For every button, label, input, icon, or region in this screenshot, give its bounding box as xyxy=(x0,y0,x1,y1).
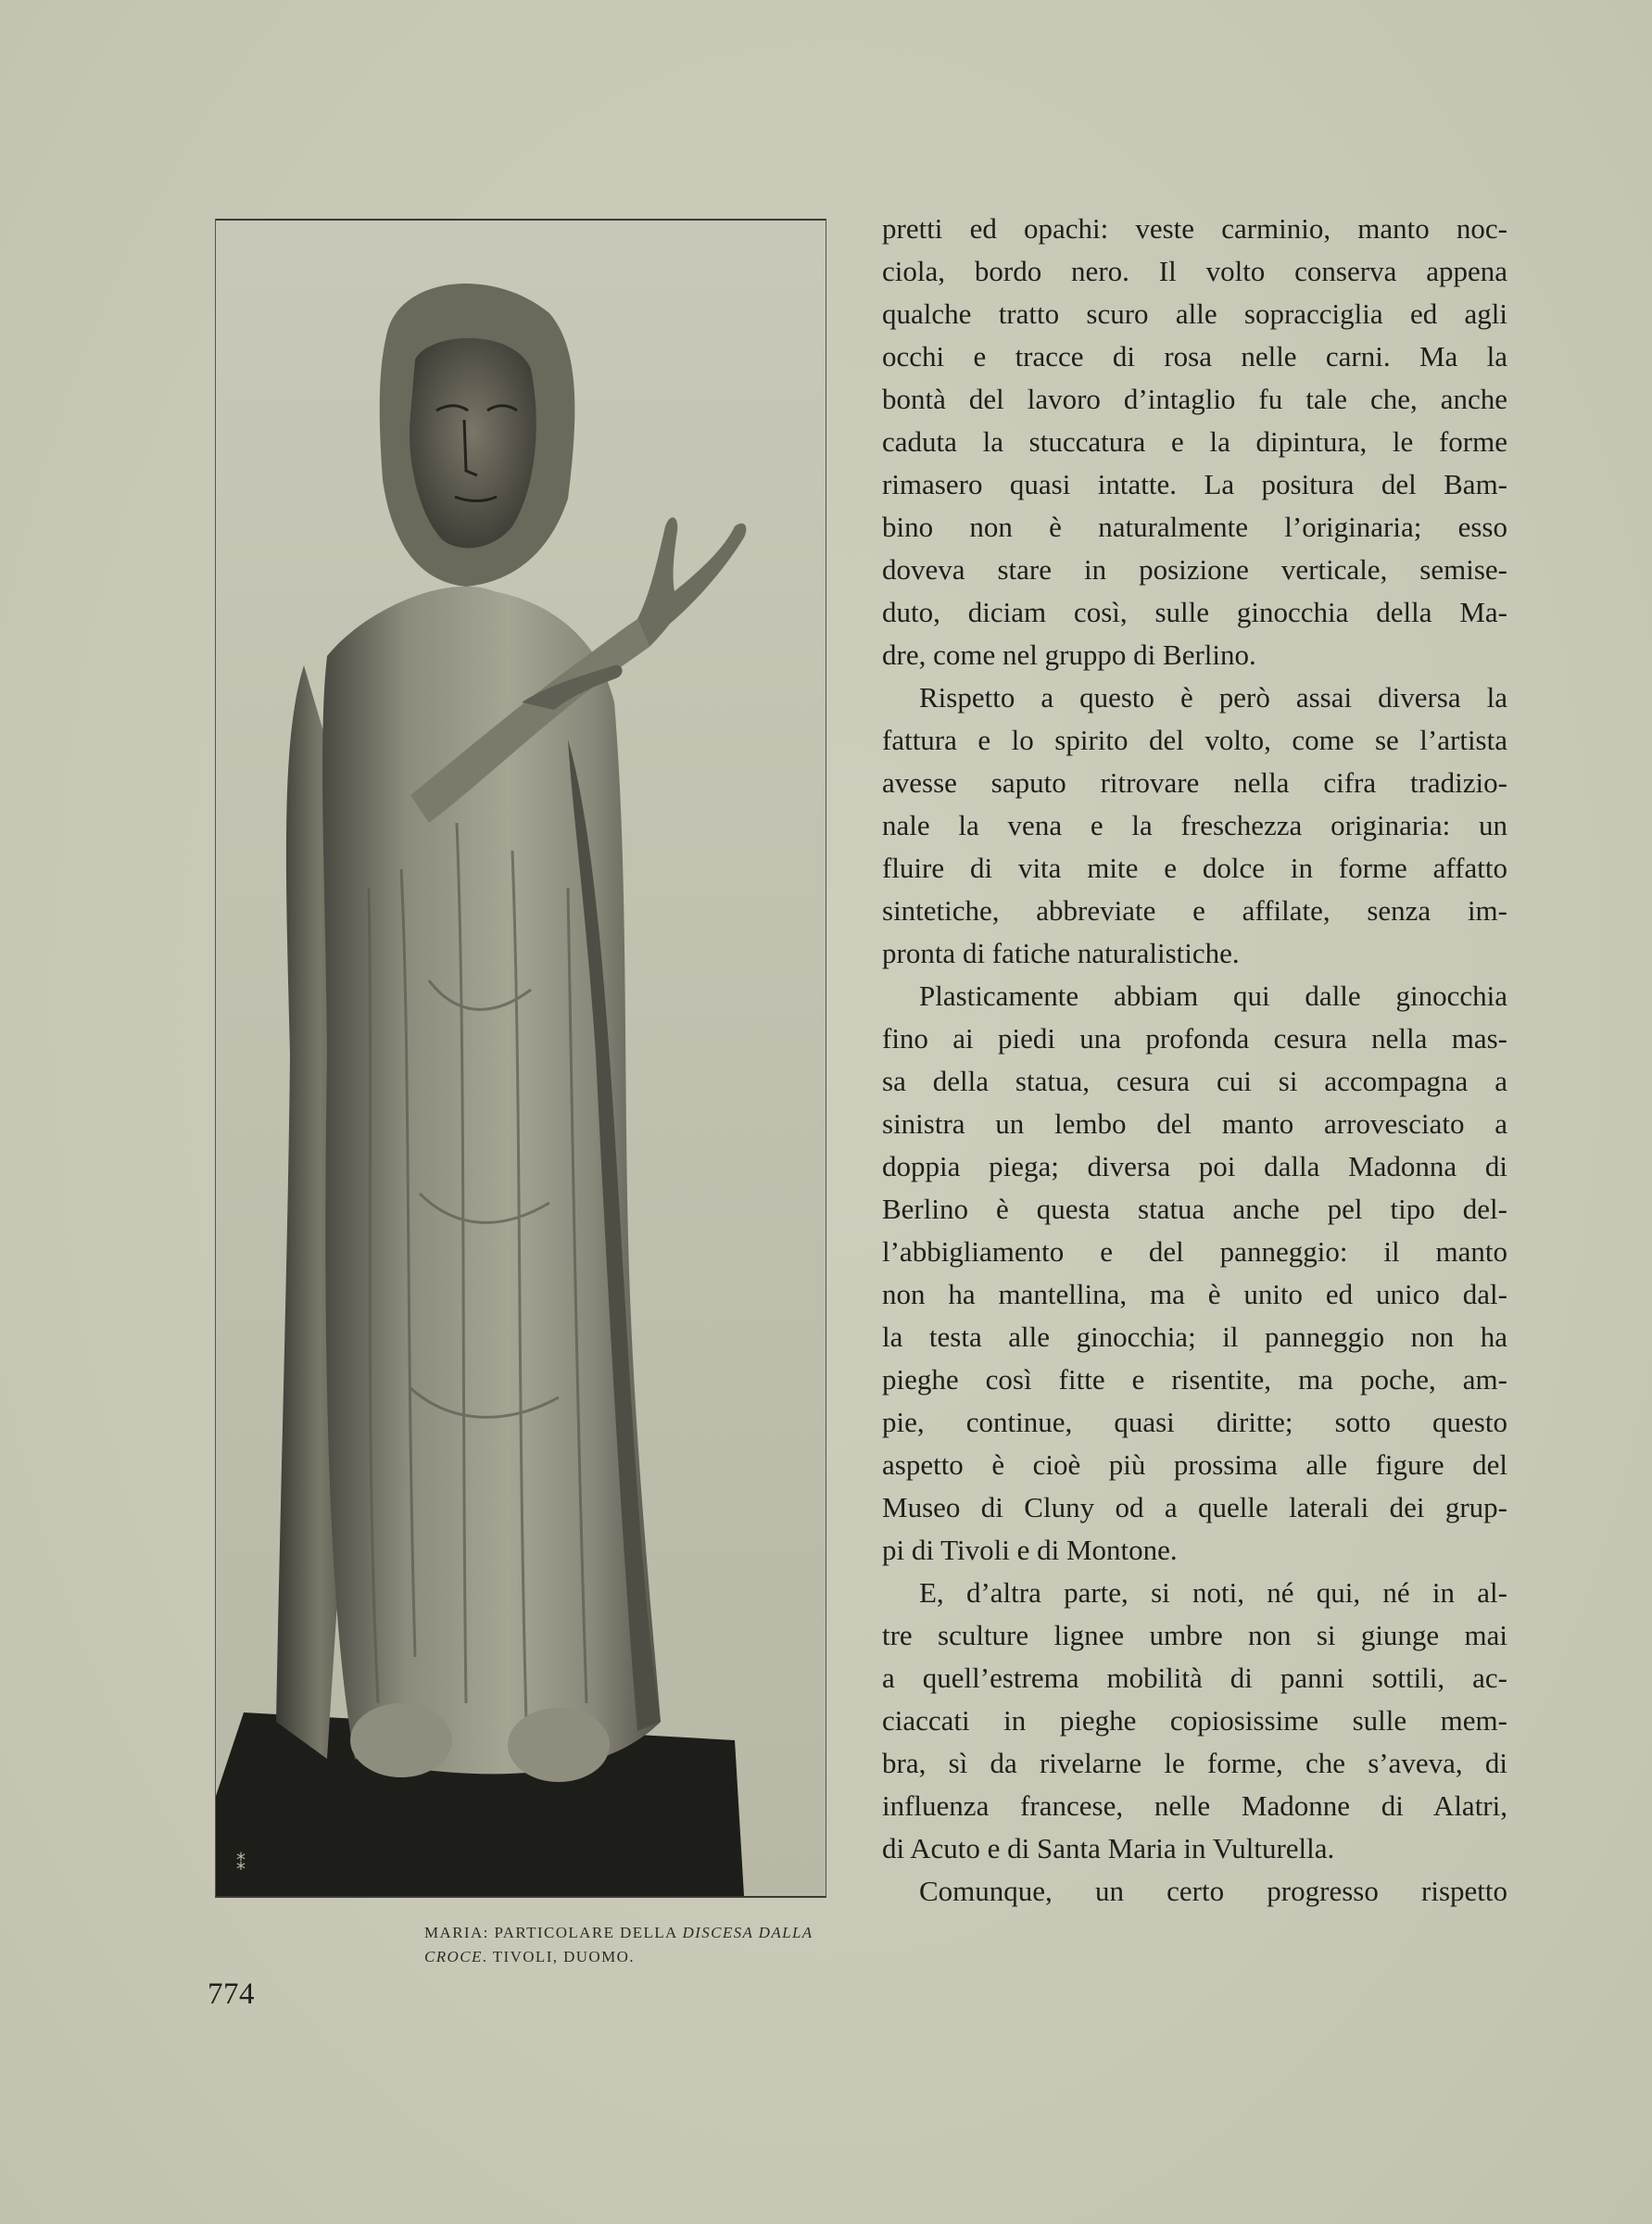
body-text-line: fino ai piedi una profonda cesura nella mas- xyxy=(882,1022,1507,1055)
body-text-line: l’abbigliamento e del panneggio: il manto xyxy=(882,1235,1507,1268)
body-text-line: doppia piega; diversa poi dalla Madonna di xyxy=(882,1150,1507,1182)
body-text-line: pieghe così fitte e risentite, ma poche, am- xyxy=(882,1363,1507,1396)
body-text-line: pi di Tivoli e di Montone. xyxy=(882,1534,1178,1566)
body-text-line: pretti ed opachi: veste carminio, manto noc- xyxy=(882,212,1507,245)
body-text-line: aspetto è cioè più prossima alle figure del xyxy=(882,1448,1507,1481)
body-text-line: Museo di Cluny od a quelle laterali dei grup- xyxy=(882,1491,1507,1523)
body-text-line: E, d’altra parte, si noti, né qui, né in al- xyxy=(919,1576,1507,1609)
body-text-line: avesse saputo ritrovare nella cifra tradizio- xyxy=(882,766,1507,799)
body-text-line: Plasticamente abbiam qui dalle ginocchia xyxy=(919,979,1507,1012)
body-text-line: Berlino è questa statua anche pel tipo del- xyxy=(882,1193,1507,1225)
caption-part: MARIA: PARTICOLARE DELLA xyxy=(424,1924,683,1941)
body-text-line: influenza francese, nelle Madonne di Alatri, xyxy=(882,1789,1507,1822)
body-text-line: occhi e tracce di rosa nelle carni. Ma la xyxy=(882,340,1507,373)
body-text-line: la testa alle ginocchia; il panneggio non ha xyxy=(882,1320,1507,1353)
body-text-line: ciaccati in pieghe copiosissime sulle mem- xyxy=(882,1704,1507,1737)
body-text-line: bontà del lavoro d’intaglio fu tale che, anche xyxy=(882,383,1507,415)
page-number: 774 xyxy=(208,1978,255,2011)
body-text-line: doveva stare in posizione verticale, semise- xyxy=(882,553,1507,586)
figure-caption xyxy=(424,1921,832,1969)
svg-text:⁑: ⁑ xyxy=(236,1852,246,1875)
body-text-line: sinistra un lembo del manto arrovesciato a xyxy=(882,1107,1507,1140)
body-text-line: fattura e lo spirito del volto, come se l’artista xyxy=(882,724,1507,756)
body-text-line: non ha mantellina, ma è unito ed unico dal- xyxy=(882,1278,1507,1310)
body-text-column xyxy=(882,208,1507,1913)
body-text-line: Rispetto a questo è però assai diversa la xyxy=(919,681,1507,714)
body-text-line: caduta la stuccatura e la dipintura, le forme xyxy=(882,425,1507,458)
body-text-line: sa della statua, cesura cui si accompagna a xyxy=(882,1065,1507,1097)
body-text-line: di Acuto e di Santa Maria in Vulturella. xyxy=(882,1832,1335,1864)
body-text-line: tre sculture lignee umbre non si giunge mai xyxy=(882,1619,1507,1651)
body-text-line: nale la vena e la freschezza originaria: un xyxy=(882,809,1507,841)
body-text-line: a quell’estrema mobilità di panni sottili, ac- xyxy=(882,1662,1507,1694)
body-text-line: fluire di vita mite e dolce in forme affatto xyxy=(882,852,1507,884)
body-text-line: qualche tratto scuro alle sopracciglia ed agli xyxy=(882,297,1507,330)
body-text-line: bra, sì da rivelarne le forme, che s’aveva, di xyxy=(882,1747,1507,1779)
body-text-line: bino non è naturalmente l’originaria; esso xyxy=(882,511,1507,543)
body-text-line: duto, diciam così, sulle ginocchia della Ma- xyxy=(882,596,1507,628)
caption-part: . TIVOLI, DUOMO. xyxy=(482,1948,635,1965)
body-text-line: sintetiche, abbreviate e affilate, senza im- xyxy=(882,894,1507,927)
statue-photograph xyxy=(215,219,826,1898)
caption-part-title: DISCESA DALLA CROCE xyxy=(424,1924,813,1965)
body-text-line: Comunque, un certo progresso rispetto xyxy=(919,1875,1507,1907)
body-text-line: dre, come nel gruppo di Berlino. xyxy=(882,638,1256,671)
statue-figure-image xyxy=(216,221,826,1896)
body-text-line: pronta di fatiche naturalistiche. xyxy=(882,937,1240,969)
body-text-line: pie, continue, quasi diritte; sotto questo xyxy=(882,1406,1507,1438)
body-text-line: rimasero quasi intatte. La positura del Bam- xyxy=(882,468,1507,500)
body-text-line: ciola, bordo nero. Il volto conserva appena xyxy=(882,255,1507,287)
